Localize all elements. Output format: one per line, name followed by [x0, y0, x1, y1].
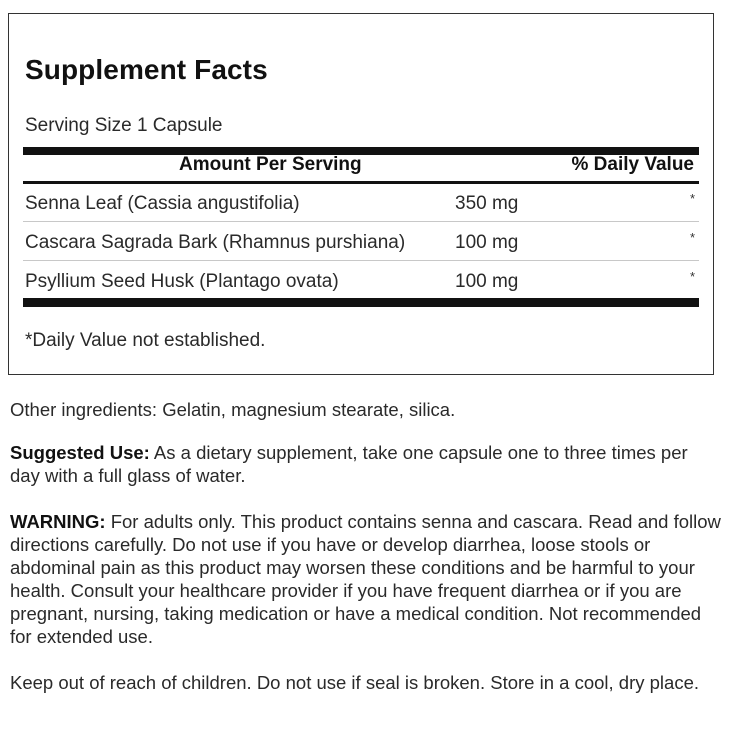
suggested-use-label: Suggested Use: — [10, 442, 150, 463]
ingredient-name: Psyllium Seed Husk (Plantago ovata) — [25, 271, 339, 292]
ingredient-row — [23, 262, 699, 300]
ingredient-name: Cascara Sagrada Bark (Rhamnus purshiana) — [25, 232, 406, 253]
ingredient-daily-value: * — [689, 269, 695, 284]
ingredient-row — [23, 223, 699, 261]
warning-text: For adults only. This product contains senna and cascara. Read and follow directions carefully. Do not use if you have or develop diarrhea, loose stools or abdominal pain as this product may worsen these conditions and be harmful to your health. Consult your healthcare provider if you have frequent diarrhea or if you are pregnant, nursing, taking medication or have a medical condition. Not recommended for extended use. — [10, 511, 721, 647]
other-ingredients: Other ingredients: Gelatin, magnesium stearate, silica. — [10, 399, 456, 420]
facts-title: Supplement Facts — [25, 54, 268, 85]
header-daily-value: % Daily Value — [571, 154, 694, 175]
ingredient-daily-value: * — [689, 230, 695, 245]
supplement-facts-panel — [8, 13, 714, 375]
ingredient-amount: 100 mg — [455, 232, 519, 253]
row-divider — [23, 260, 699, 261]
serving-size: Serving Size 1 Capsule — [25, 115, 223, 136]
ingredient-daily-value: * — [689, 191, 695, 206]
row-divider — [23, 221, 699, 222]
ingredient-row — [23, 184, 699, 222]
ingredient-amount: 350 mg — [455, 193, 519, 214]
storage-instructions: Keep out of reach of children. Do not use if seal is broken. Store in a cool, dry place. — [10, 672, 699, 693]
header-amount-per-serving: Amount Per Serving — [179, 154, 362, 175]
ingredient-amount: 100 mg — [455, 271, 519, 292]
suggested-use — [10, 441, 722, 487]
daily-value-footnote: *Daily Value not established. — [25, 330, 266, 351]
bottom-thick-divider — [23, 298, 699, 307]
suggested-use-text: As a dietary supplement, take one capsule one to three times per day with a full glass of water. — [10, 442, 688, 486]
warning-label: WARNING: — [10, 511, 106, 532]
ingredient-name: Senna Leaf (Cassia angustifolia) — [25, 193, 300, 214]
warning — [10, 510, 722, 648]
